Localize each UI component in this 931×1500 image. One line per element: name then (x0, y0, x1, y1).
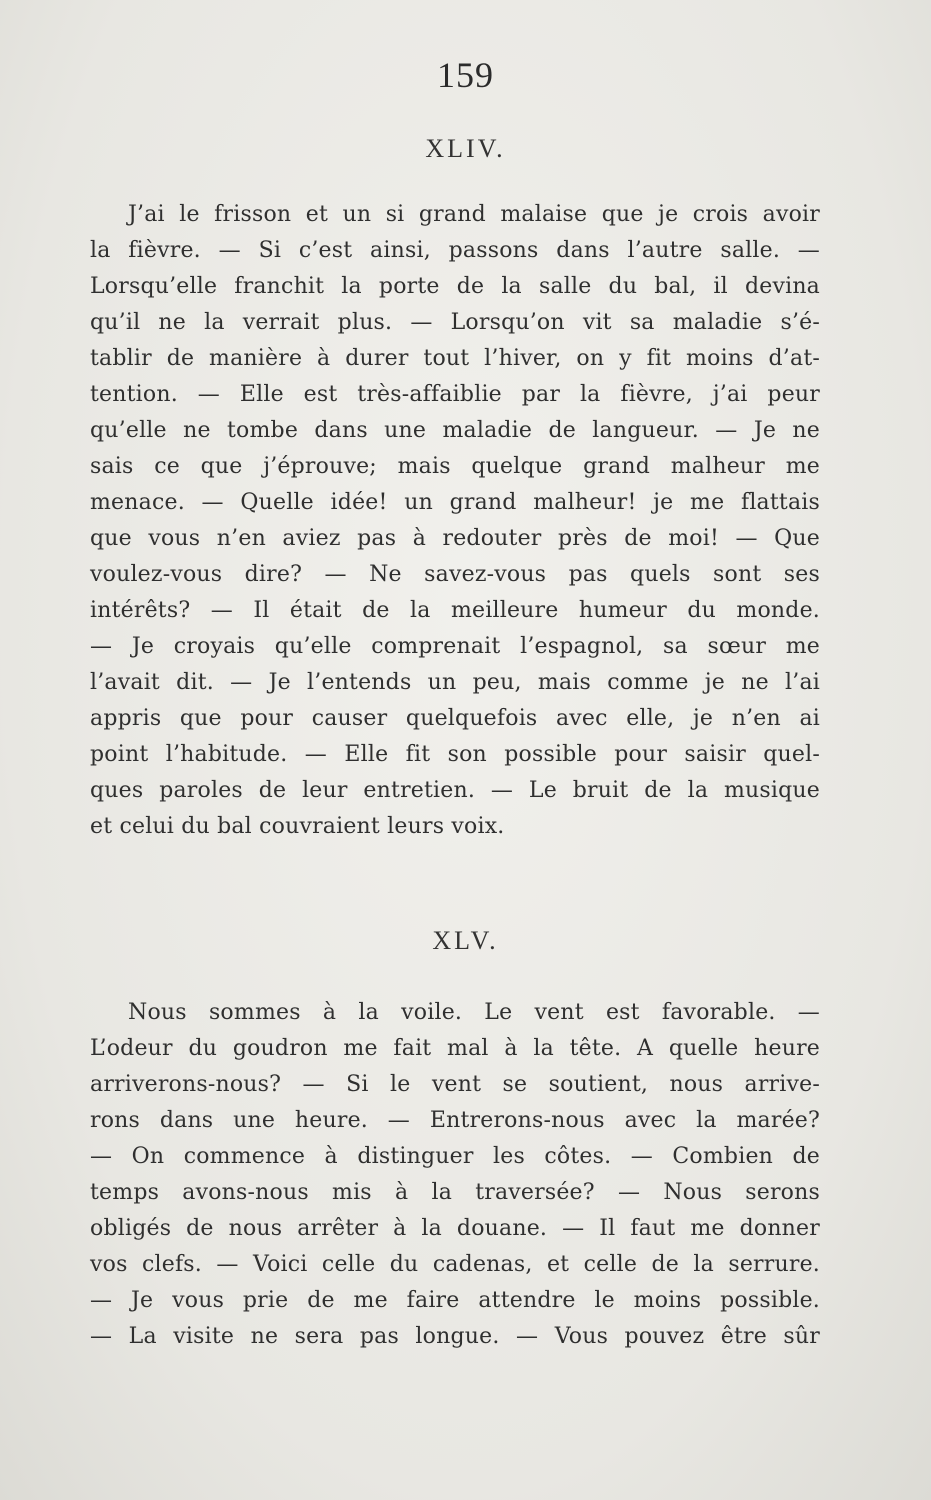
text-line: rons dans une heure. — Entrerons-nous avec la marée? (90, 1108, 820, 1133)
text-line: la fièvre. — Si c’est ainsi, passons dans l’autre salle. — (90, 238, 820, 263)
text-line: que vous n’en aviez pas à redouter près de moi! — Que (90, 526, 820, 551)
text-line: — La visite ne sera pas longue. — Vous pouvez être sûr (90, 1324, 820, 1349)
text-line: point l’habitude. — Elle fit son possible pour saisir quel- (90, 742, 820, 767)
text-line: voulez-vous dire? — Ne savez-vous pas quels sont ses (90, 562, 820, 587)
text-line: sais ce que j’éprouve; mais quelque grand malheur me (90, 454, 820, 479)
text-line: tablir de manière à durer tout l’hiver, on y fit moins d’at- (90, 346, 820, 371)
text-line: obligés de nous arrêter à la douane. — Il faut me donner (90, 1216, 820, 1241)
text-line: — On commence à distinguer les côtes. — Combien de (90, 1144, 820, 1169)
text-line: Nous sommes à la voile. Le vent est favorable. — (128, 1000, 820, 1025)
text-line: J’ai le frisson et un si grand malaise que je crois avoir (128, 202, 820, 227)
text-line: appris que pour causer quelquefois avec elle, je n’en ai (90, 706, 820, 731)
text-line: menace. — Quelle idée! un grand malheur! je me flattais (90, 490, 820, 515)
text-line: L’odeur du goudron me fait mal à la tête. A quelle heure (90, 1036, 820, 1061)
text-line: qu’il ne la verrait plus. — Lorsqu’on vit sa maladie s’é- (90, 310, 820, 335)
text-line: Lorsqu’elle franchit la porte de la salle du bal, il devina (90, 274, 820, 299)
page-number: 159 (437, 55, 494, 95)
text-line: l’avait dit. — Je l’entends un peu, mais comme je ne l’ai (90, 670, 820, 695)
section-title-xliv: XLIV. (425, 134, 506, 163)
text-line: et celui du bal couvraient leurs voix. (90, 814, 505, 839)
text-line: temps avons-nous mis à la traversée? — Nous serons (90, 1180, 820, 1205)
section-title-xlv: XLV. (432, 926, 499, 955)
section-text-xlv (90, 995, 820, 1355)
text-line: tention. — Elle est très-affaiblie par la fièvre, j’ai peur (90, 382, 820, 407)
section-text-xliv (90, 197, 820, 845)
text-line: vos clefs. — Voici celle du cadenas, et celle de la serrure. (90, 1252, 820, 1277)
text-line: intérêts? — Il était de la meilleure humeur du monde. (90, 598, 820, 623)
text-line: qu’elle ne tombe dans une maladie de langueur. — Je ne (90, 418, 820, 443)
text-line: — Je croyais qu’elle comprenait l’espagnol, sa sœur me (90, 634, 820, 659)
text-line: arriverons-nous? — Si le vent se soutient, nous arrive- (90, 1072, 820, 1097)
text-line: — Je vous prie de me faire attendre le moins possible. (90, 1288, 820, 1313)
text-line: ques paroles de leur entretien. — Le bruit de la musique (90, 778, 820, 803)
